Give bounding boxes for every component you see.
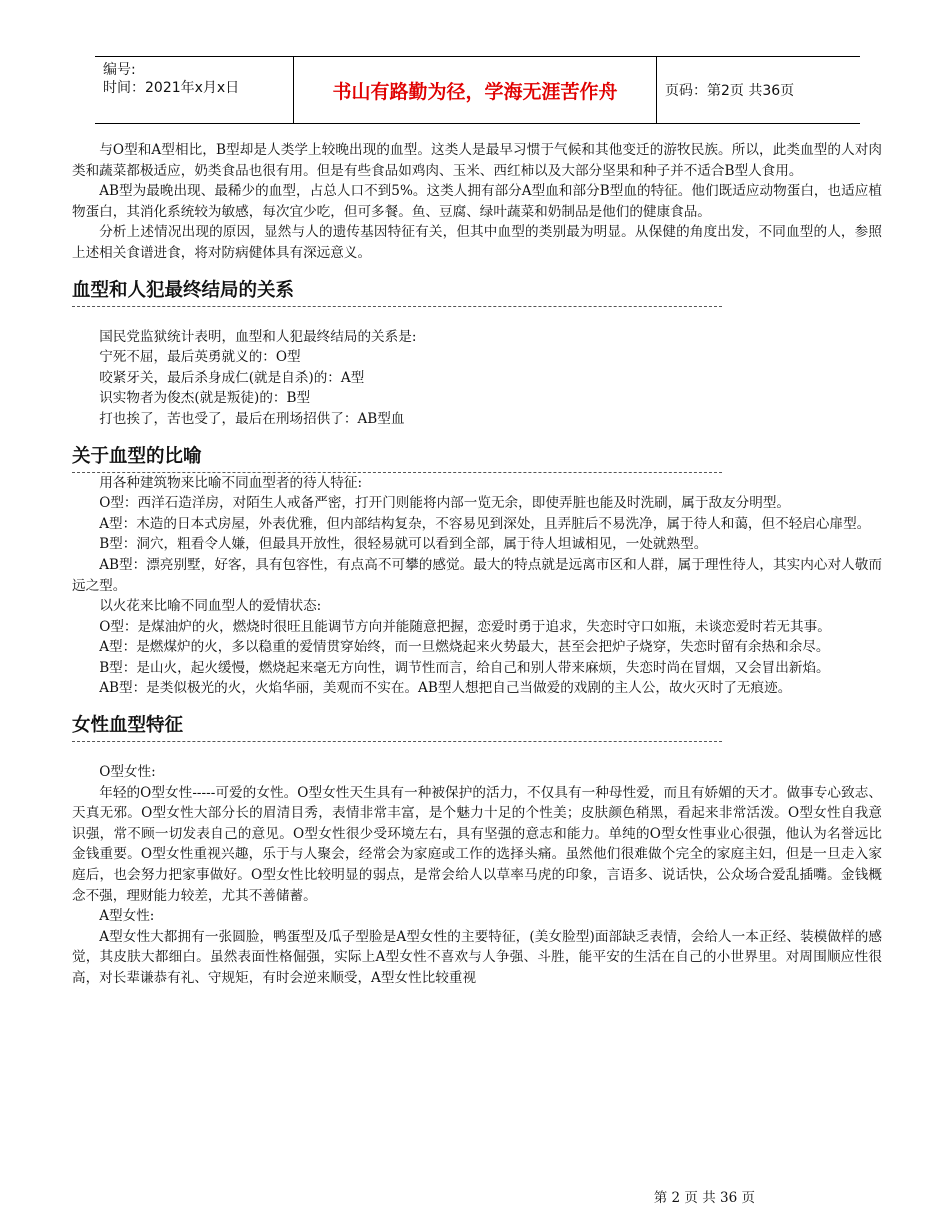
document-body xyxy=(72,140,882,989)
section-female-traits xyxy=(72,713,882,989)
paragraph: 以火花来比喻不同血型人的爱情状态: xyxy=(99,598,322,615)
document-date: 时间：2021年x月x日 xyxy=(103,80,240,96)
paragraph: 分析上述情况出现的原因，显然与人的遗传基因特征有关，但其中血型的类别最为明显。从保健的角度出发，不同血型的人，参照上述相关食谱进食，将对防病健体具有深远意义。 xyxy=(72,224,882,261)
paragraph: 年轻的O型女性-----可爱的女性。O型女性天生具有一种被保护的活力，不仅具有一种母性爱，而且有娇媚的天才。做事专心致志、天真无邪。O型女性大部分长的眉清目秀，表情非常丰富，是个魅力十足的个性美；皮肤颜色稍黑，看起来非常活泼。O型女性自我意识强，常不顾一切发表自己的意见。O型女性很少受环境左右，具有坚强的意志和能力。单纯的O型女性事业心很强，他认为名誉远比金钱重要。O型女性重视兴趣，乐于与人聚会，经常会为家庭或工作的选择头痛。虽然他们很难做个完全的家庭主妇，但是一旦走入家庭后，也会努力把家事做好。O型女性比较明显的弱点，是常会给人以草率马虎的印象，言语多、说话快，公众场合爱乱插嘴。金钱概念不强，理财能力较差，尤其不善储蓄。 xyxy=(72,784,882,904)
header-page-indicator: 页码：第2页 共36页 xyxy=(665,83,795,99)
paragraph: 国民党监狱统计表明，血型和人犯最终结局的关系是: xyxy=(99,328,417,345)
section-prisoner-outcome xyxy=(72,278,882,430)
paragraph: AB型为最晚出现、最稀少的血型，占总人口不到5%。这类人拥有部分A型血和部分B型血的特征。他们既适应动物蛋白，也适应植物蛋白，其消化系统较为敏感，每次宜少吃，但可多餐。鱼、豆腐、绿叶蔬菜和奶制品是他们的健康食品。 xyxy=(72,183,882,220)
page-footer: 第 2 页 共 36 页 xyxy=(653,1190,755,1206)
header-motto: 书山有路勤为径，学海无涯苦作舟 xyxy=(293,57,657,123)
section-metaphors xyxy=(72,444,882,700)
paragraph: A型：木造的日本式房屋，外表优雅，但内部结构复杂，不容易见到深处，且弄脏后不易洗净，属于待人和蔼，但不轻启心扉型。 xyxy=(99,515,871,532)
paragraph: O型：西洋石造洋房，对陌生人戒备严密，打开门则能将内部一览无余，即使弄脏也能及时洗刷，属于敌友分明型。 xyxy=(99,495,791,512)
header-left-cell xyxy=(95,57,293,123)
section-heading: 女性血型特征 xyxy=(72,715,184,737)
paragraph: O型：是煤油炉的火，燃烧时很旺且能调节方向并能随意把握，恋爱时勇于追求，失恋时守口如瓶，未谈恋爱时若无其事。 xyxy=(99,618,831,635)
paragraph: 宁死不屈，最后英勇就义的：O型 xyxy=(99,349,301,366)
section-heading: 关于血型的比喻 xyxy=(72,445,202,467)
paragraph: AB型：是类似极光的火，火焰华丽，美观而不实在。AB型人想把自己当做爱的戏剧的主人公，故火灭时了无痕迹。 xyxy=(99,680,792,697)
paragraph: 用各种建筑物来比喻不同血型者的待人特征: xyxy=(99,474,363,491)
paragraph: A型女性: xyxy=(99,908,155,925)
paragraph: O型女性: xyxy=(99,764,156,781)
paragraph: 咬紧牙关，最后杀身成仁(就是自杀)的：A型 xyxy=(99,369,365,386)
paragraph: A型：是燃煤炉的火，多以稳重的爱情贯穿始终，而一旦燃烧起来火势最大，甚至会把炉子烧穿，失恋时留有余热和余尽。 xyxy=(99,639,830,656)
paragraph: AB型：漂亮别墅，好客，具有包容性，有点高不可攀的感觉。最大的特点就是远离市区和人群，属于理性待人，其实内心对人敬而远之型。 xyxy=(72,556,882,594)
section-heading: 血型和人犯最终结局的关系 xyxy=(72,279,295,301)
paragraph: 识实物者为俊杰(就是叛徒)的：B型 xyxy=(99,390,311,407)
paragraph: 打也挨了，苦也受了，最后在刑场招供了：AB型血 xyxy=(99,410,405,427)
paragraph: B型：是山火，起火缓慢，燃烧起来毫无方向性，调节性而言，给自己和别人带来麻烦，失恋时尚在冒烟，又会冒出新焰。 xyxy=(99,659,830,676)
paragraph: 与O型和A型相比，B型却是人类学上较晚出现的血型。这类人是最早习惯于气候和其他变迁的游牧民族。所以，此类血型的人对肉类和蔬菜都极适应，奶类食品也很有用。但是有些食品如鸡肉、玉米、西红柿以及大部分坚果和种子并不适合B型人食用。 xyxy=(72,142,882,179)
paragraph: A型女性大都拥有一张圆脸，鸭蛋型及瓜子型脸是A型女性的主要特征，(美女脸型)面部缺乏表情，会给人一本正经、装模做样的感觉，其皮肤大都细白。虽然表面性格倔强，实际上A型女性不喜欢与人争强、斗胜，能平安的生活在自己的小世界里。对周围顺应性很高，对长辈谦恭有礼、守规矩，有时会逆来顺受，A型女性比较重视 xyxy=(72,928,882,986)
document-number-label: 编号: xyxy=(103,62,136,78)
page-header xyxy=(95,56,860,124)
paragraph: B型：洞穴，粗看令人嫌，但最具开放性，很轻易就可以看到全部，属于待人坦诚相见，一处就熟型。 xyxy=(99,536,708,553)
